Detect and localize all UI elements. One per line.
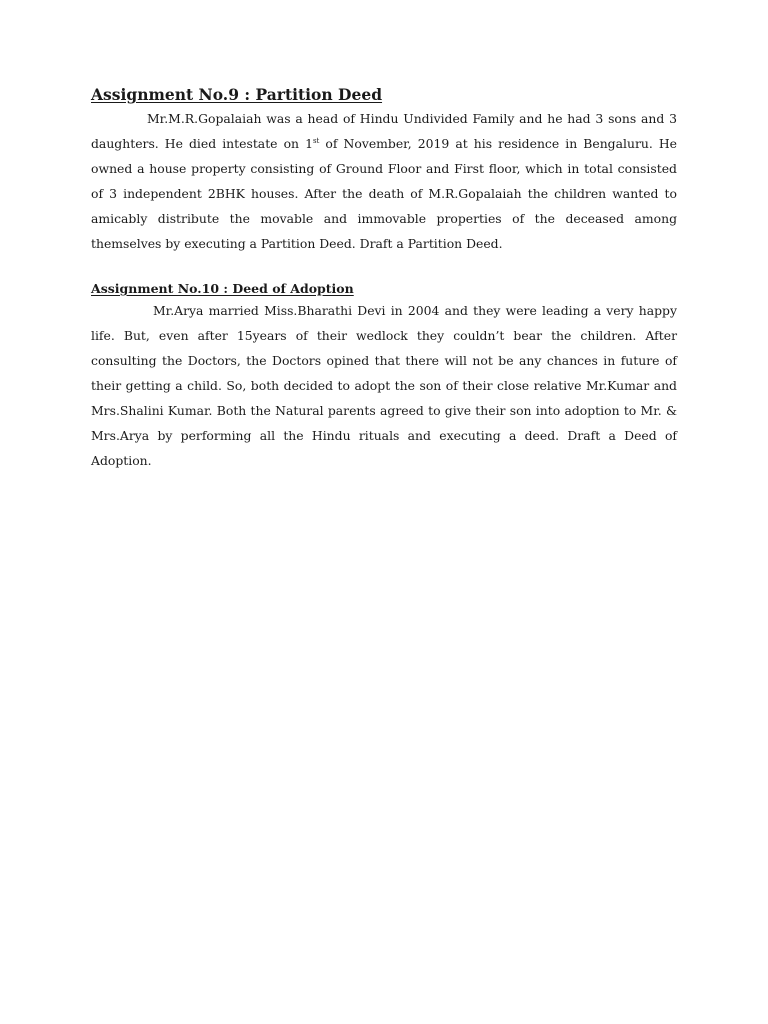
section-spacer — [91, 256, 677, 280]
assignment-9-body-end: of November, 2019 at his residence in Bengaluru. He owned a house property consisting of Ground Floor and First floor, which in total consisted of 3 independent 2BHK houses. After the death of M.R.Gopalaiah the children wanted to amicably distribute the movable and immovable properties of the deceased among themselves by executing a Partition Deed. Draft a Partition Deed. — [91, 136, 677, 251]
assignment-9-title: Assignment No.9 : Partition Deed — [91, 85, 383, 104]
assignment-10-title: Assignment No.10 : Deed of Adoption — [91, 281, 354, 296]
assignment-9-body-start: Mr.M.R.Gopalaiah was a head of Hindu Undivided Family and he had 3 sons and 3 daughters. He died intestate on 1 — [91, 111, 677, 151]
ordinal-superscript: st — [312, 136, 320, 145]
assignment-10-body: Mr.Arya married Miss.Bharathi Devi in 2004 and they were leading a very happy life. But, even after 15years of their wedlock they couldn’t bear the children. After consulting the Doctors, the Doctors opined that there will not be any chances in future of their getting a child. So, both decided to adopt the son of their close relative Mr.Kumar and Mrs.Shalini Kumar. Both the Natural parents agreed to give their son into adoption to Mr. & Mrs.Arya by performing all the Hindu rituals and executing a deed. Draft a Deed of Adoption. — [91, 303, 677, 468]
assignment-9-body — [91, 106, 677, 256]
document-page — [91, 84, 677, 473]
